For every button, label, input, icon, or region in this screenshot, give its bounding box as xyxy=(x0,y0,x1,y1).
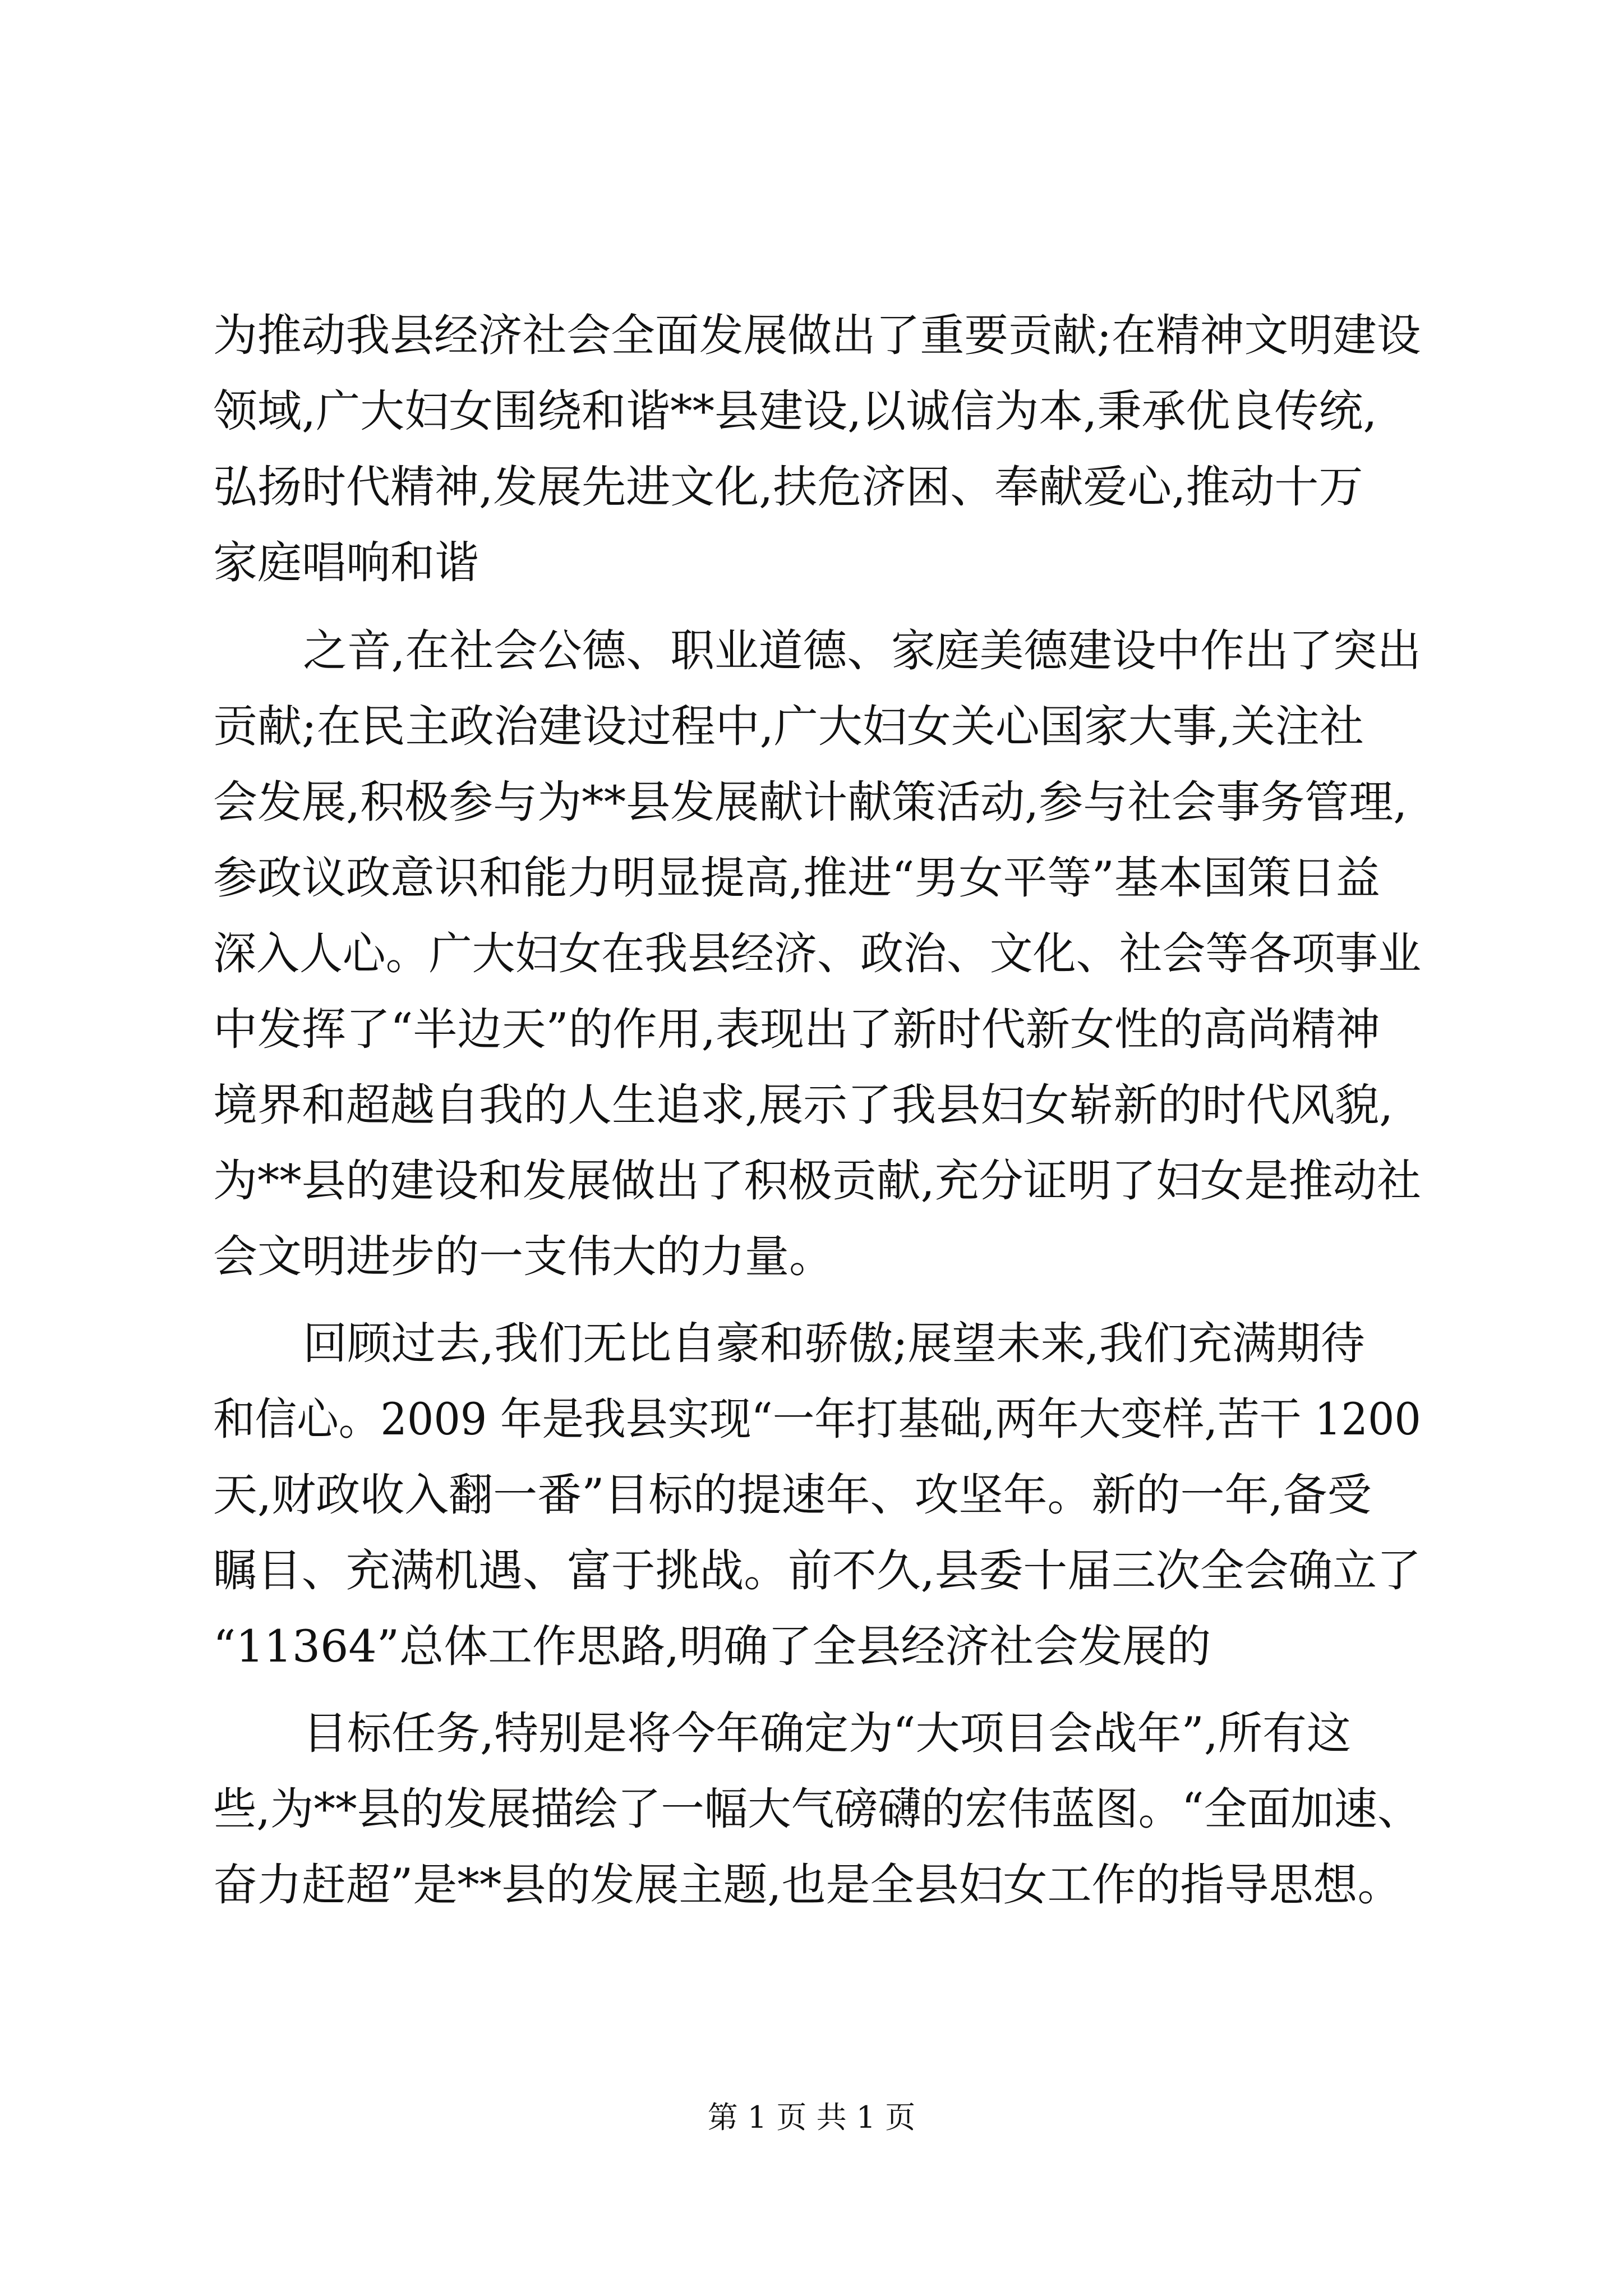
text-line: 瞩目、充满机遇、富于挑战。前不久,县委十届三次全会确立了 xyxy=(213,1545,1422,1596)
text-line: 参政议政意识和能力明显提高,推进“男女平等”基本国策日益 xyxy=(213,852,1380,904)
text-line: “11364”总体工作思路,明确了全县经济社会发展的 xyxy=(213,1621,1211,1672)
text-line: 贡献;在民主政治建设过程中,广大妇女关心国家大事,关注社 xyxy=(213,701,1364,752)
text-line: 回顾过去,我们无比自豪和骄傲;展望未来,我们充满期待 xyxy=(303,1318,1365,1369)
text-line: 些,为**县的发展描绘了一幅大气磅礴的宏伟蓝图。“全面加速、 xyxy=(213,1783,1421,1835)
text-line: 奋力赶超”是**县的发展主题,也是全县妇女工作的指导思想。 xyxy=(213,1859,1402,1911)
text-line: 深入人心。广大妇女在我县经济、政治、文化、社会等各项事业 xyxy=(213,928,1422,979)
text-line: 为**县的建设和发展做出了积极贡献,充分证明了妇女是推动社 xyxy=(213,1155,1422,1207)
text-line: 会文明进步的一支伟大的力量。 xyxy=(213,1231,833,1282)
text-line: 之音,在社会公德、职业道德、家庭美德建设中作出了突出 xyxy=(303,625,1422,677)
text-line: 和信心。2009 年是我县实现“一年打基础,两年大变样,苦干 1200 xyxy=(213,1393,1421,1445)
text-line: 家庭唱响和谐 xyxy=(213,537,479,588)
text-line: 天,财政收入翻一番”目标的提速年、攻坚年。新的一年,备受 xyxy=(213,1469,1372,1521)
text-line: 中发挥了“半边天”的作用,表现出了新时代新女性的高尚精神 xyxy=(213,1004,1380,1055)
text-line: 为推动我县经济社会全面发展做出了重要贡献;在精神文明建设 xyxy=(213,310,1421,361)
text-line: 弘扬时代精神,发展先进文化,扶危济困、奉献爱心,推动十万 xyxy=(213,461,1363,513)
text-line: 会发展,积极参与为**县发展献计献策活动,参与社会事务管理, xyxy=(213,776,1408,828)
text-line: 目标任务,特别是将今年确定为“大项目会战年”,所有这 xyxy=(303,1708,1351,1759)
page-number-footer: 第 1 页 共 1 页 xyxy=(707,2100,916,2135)
text-line: 境界和超越自我的人生追求,展示了我县妇女崭新的时代风貌, xyxy=(213,1079,1394,1131)
text-line: 领域,广大妇女围绕和谐**县建设,以诚信为本,秉承优良传统, xyxy=(213,385,1377,437)
